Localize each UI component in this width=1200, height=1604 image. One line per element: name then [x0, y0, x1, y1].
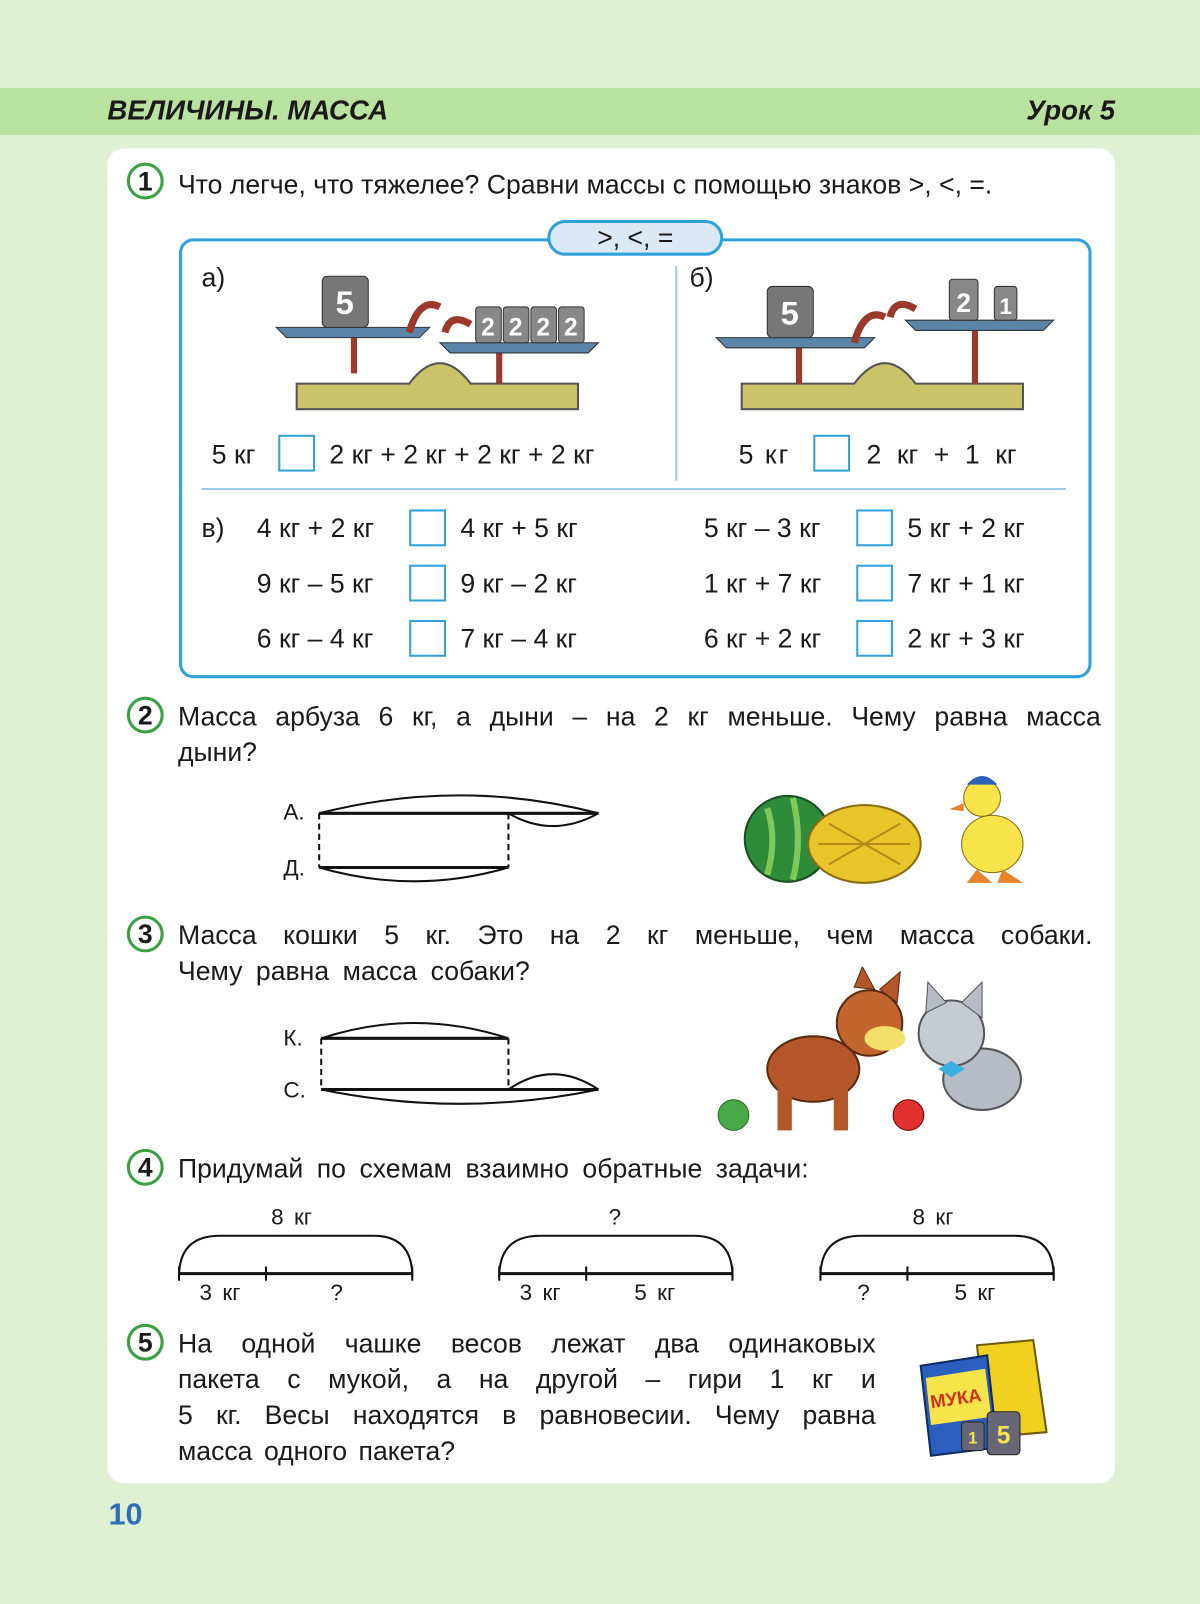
weight-label: 1	[968, 1429, 978, 1448]
segment-label-d: Д.	[283, 855, 305, 881]
scheme-2-total: ?	[608, 1204, 622, 1230]
weight-label: 2	[956, 288, 972, 319]
row1-right-b: 5 кг + 2 кг	[907, 512, 1025, 544]
scheme-3-right: 5 кг	[954, 1279, 996, 1306]
task-number-1: 1	[127, 163, 164, 200]
row2-left-b: 1 кг + 7 кг	[703, 567, 822, 599]
row2-left-a: 9 кг – 5 кг	[256, 567, 374, 599]
row1-right-a: 4 кг + 5 кг	[460, 512, 578, 544]
task-number-2: 2	[127, 697, 164, 734]
scale-a-illustration	[266, 261, 614, 420]
answer-box[interactable]	[409, 509, 446, 546]
scheme-2-left: 3 кг	[519, 1279, 561, 1306]
expr-a-right: 2 кг + 2 кг + 2 кг + 2 кг	[329, 438, 595, 470]
answer-box[interactable]	[409, 565, 446, 602]
expr-b-left: 5 кг	[738, 438, 791, 470]
flour-bags-weights-illustration	[916, 1335, 1054, 1463]
row1-left-a: 4 кг + 2 кг	[256, 512, 375, 544]
weight-label: 2	[536, 314, 551, 342]
segment-label-k: К.	[283, 1025, 303, 1051]
dog-cat-illustration	[711, 967, 1038, 1141]
watermelon-melon-duckling-illustration	[737, 762, 1044, 890]
task-number-4: 4	[127, 1149, 164, 1186]
weight-label: 1	[999, 294, 1012, 320]
task5-line4: масса одного пакета?	[178, 1435, 456, 1466]
lesson-number: Урок 5	[1026, 95, 1116, 126]
answer-box-b[interactable]	[813, 435, 850, 472]
task-number-5: 5	[127, 1324, 164, 1361]
weight-label: 2	[564, 314, 578, 342]
task5-line2: пакета с мукой, а на другой – гири 1 кг и	[178, 1363, 876, 1395]
row1-left-b: 5 кг – 3 кг	[703, 512, 821, 544]
bag-label: МУКА	[928, 1384, 983, 1413]
row3-right-a: 7 кг – 4 кг	[460, 623, 577, 654]
row2-right-b: 7 кг + 1 кг	[907, 567, 1025, 599]
scheme-3	[815, 1228, 1061, 1284]
row3-left-a: 6 кг – 4 кг	[256, 623, 374, 654]
weight-label: 2	[508, 314, 523, 342]
answer-box-a[interactable]	[278, 435, 315, 472]
weight-label: 5	[780, 294, 799, 332]
scheme-1-left: 3 кг	[199, 1279, 241, 1306]
signs-pill: >, <, =	[547, 220, 723, 256]
segment-diagram-2	[307, 777, 614, 890]
scheme-1	[174, 1228, 420, 1284]
scale-b-illustration	[711, 261, 1059, 420]
scheme-2	[494, 1228, 740, 1284]
part-b-label: б)	[689, 261, 714, 293]
segment-label-a: А.	[283, 798, 305, 825]
weight-label: 5	[996, 1422, 1011, 1450]
row3-right-b: 2 кг + 3 кг	[907, 623, 1025, 654]
answer-box[interactable]	[856, 509, 893, 546]
segment-diagram-3	[307, 1008, 614, 1110]
page-number: 10	[108, 1497, 143, 1532]
scheme-3-total: 8 кг	[912, 1204, 954, 1230]
scheme-1-total: 8 кг	[271, 1204, 313, 1230]
task2-line2: дыни?	[178, 736, 257, 768]
task1-text: Что легче, что тяжелее? Сравни массы с помощью знаков >, <, =.	[178, 168, 993, 200]
task3-line2: Чему равна масса собаки?	[178, 955, 530, 987]
task2-line1: Масса арбуза 6 кг, а дыни – на 2 кг меньше. Чему равна масса	[178, 700, 1101, 732]
task3-line1: Масса кошки 5 кг. Это на 2 кг меньше, чем масса собаки.	[178, 919, 1093, 951]
expr-a-left: 5 кг	[211, 438, 256, 470]
weight-label: 5	[335, 284, 354, 322]
part-v-label: в)	[201, 512, 225, 544]
answer-box[interactable]	[856, 620, 893, 657]
horizontal-divider	[202, 488, 1066, 490]
weight-label: 2	[481, 314, 495, 342]
segment-label-s: С.	[283, 1077, 306, 1103]
answer-box[interactable]	[409, 620, 446, 657]
page-title: ВЕЛИЧИНЫ. МАССА	[107, 95, 389, 126]
task5-line1: На одной чашке весов лежат два одинаковых	[178, 1327, 876, 1359]
expr-b-right: 2 кг + 1 кг	[866, 438, 1017, 470]
row3-left-b: 6 кг + 2 кг	[703, 623, 822, 654]
vertical-divider	[675, 266, 677, 481]
scheme-2-right: 5 кг	[634, 1279, 676, 1306]
scheme-3-left: ?	[857, 1279, 870, 1306]
part-a-label: а)	[201, 261, 226, 293]
task4-text: Придумай по схемам взаимно обратные задачи:	[178, 1152, 809, 1184]
task-number-3: 3	[127, 916, 164, 953]
scheme-1-right: ?	[330, 1279, 343, 1306]
row2-right-a: 9 кг – 2 кг	[460, 567, 577, 599]
task5-line3: 5 кг. Весы находятся в равновесии. Чему равна	[178, 1399, 876, 1431]
answer-box[interactable]	[856, 565, 893, 602]
